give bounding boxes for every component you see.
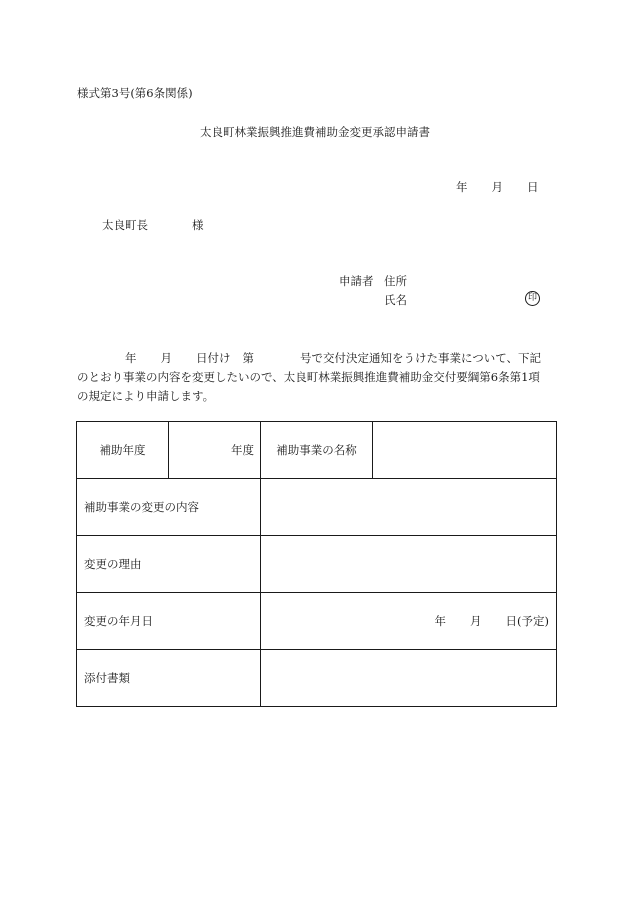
body-line-2: のとおり事業の内容を変更したいので、太良町林業振興推進費補助金交付要綱第6条第1項 xyxy=(77,370,540,384)
change-content-label: 補助事業の変更の内容 xyxy=(77,479,261,535)
change-reason-label: 変更の理由 xyxy=(77,536,261,592)
change-date-label: 変更の年月日 xyxy=(77,593,261,649)
body-line-1 xyxy=(77,349,557,368)
table-row-attachments xyxy=(77,650,556,706)
addressee-suffix: 様 xyxy=(192,218,204,232)
document-title: 太良町林業振興推進費補助金変更承認申請書 xyxy=(200,125,430,139)
detail-table xyxy=(76,421,557,707)
body-dated: 日付け xyxy=(196,351,231,365)
table-row-change-date xyxy=(77,593,556,650)
seal-mark: 印 xyxy=(525,291,540,306)
change-date-year: 年 xyxy=(434,614,447,628)
addressee xyxy=(102,218,204,232)
change-date-month: 月 xyxy=(470,614,482,628)
attachments-label: 添付書類 xyxy=(77,650,261,706)
name-label: 氏名 xyxy=(384,293,407,307)
date-line xyxy=(456,180,539,194)
change-date-day: 日(予定) xyxy=(505,614,549,628)
attachments-value xyxy=(261,650,556,706)
body-line-3: の規定により申請します。 xyxy=(77,389,215,403)
project-name-label: 補助事業の名称 xyxy=(261,422,373,478)
change-date-value xyxy=(261,593,556,649)
address-label: 住所 xyxy=(384,274,407,288)
date-day-label: 日 xyxy=(527,180,539,194)
applicant-label: 申請者 xyxy=(339,274,374,288)
date-month-label: 月 xyxy=(491,180,503,194)
change-reason-value xyxy=(261,536,556,592)
body-month: 月 xyxy=(160,351,172,365)
body-paragraph xyxy=(77,349,557,406)
body-year: 年 xyxy=(125,351,137,365)
table-row-fiscal-year xyxy=(77,422,556,479)
body-line1-rest: 号で交付決定通知をうけた事業について、下記 xyxy=(300,351,542,365)
change-content-value xyxy=(261,479,556,535)
date-year-label: 年 xyxy=(456,180,468,194)
addressee-name: 太良町長 xyxy=(102,218,148,232)
table-row-change-content xyxy=(77,479,556,536)
form-number: 様式第3号(第6条関係) xyxy=(77,86,193,100)
project-name-value xyxy=(373,422,556,478)
fiscal-year-label: 補助年度 xyxy=(77,422,169,478)
table-row-change-reason xyxy=(77,536,556,593)
body-number-prefix: 第 xyxy=(242,351,254,365)
fiscal-year-value: 年度 xyxy=(169,422,261,478)
